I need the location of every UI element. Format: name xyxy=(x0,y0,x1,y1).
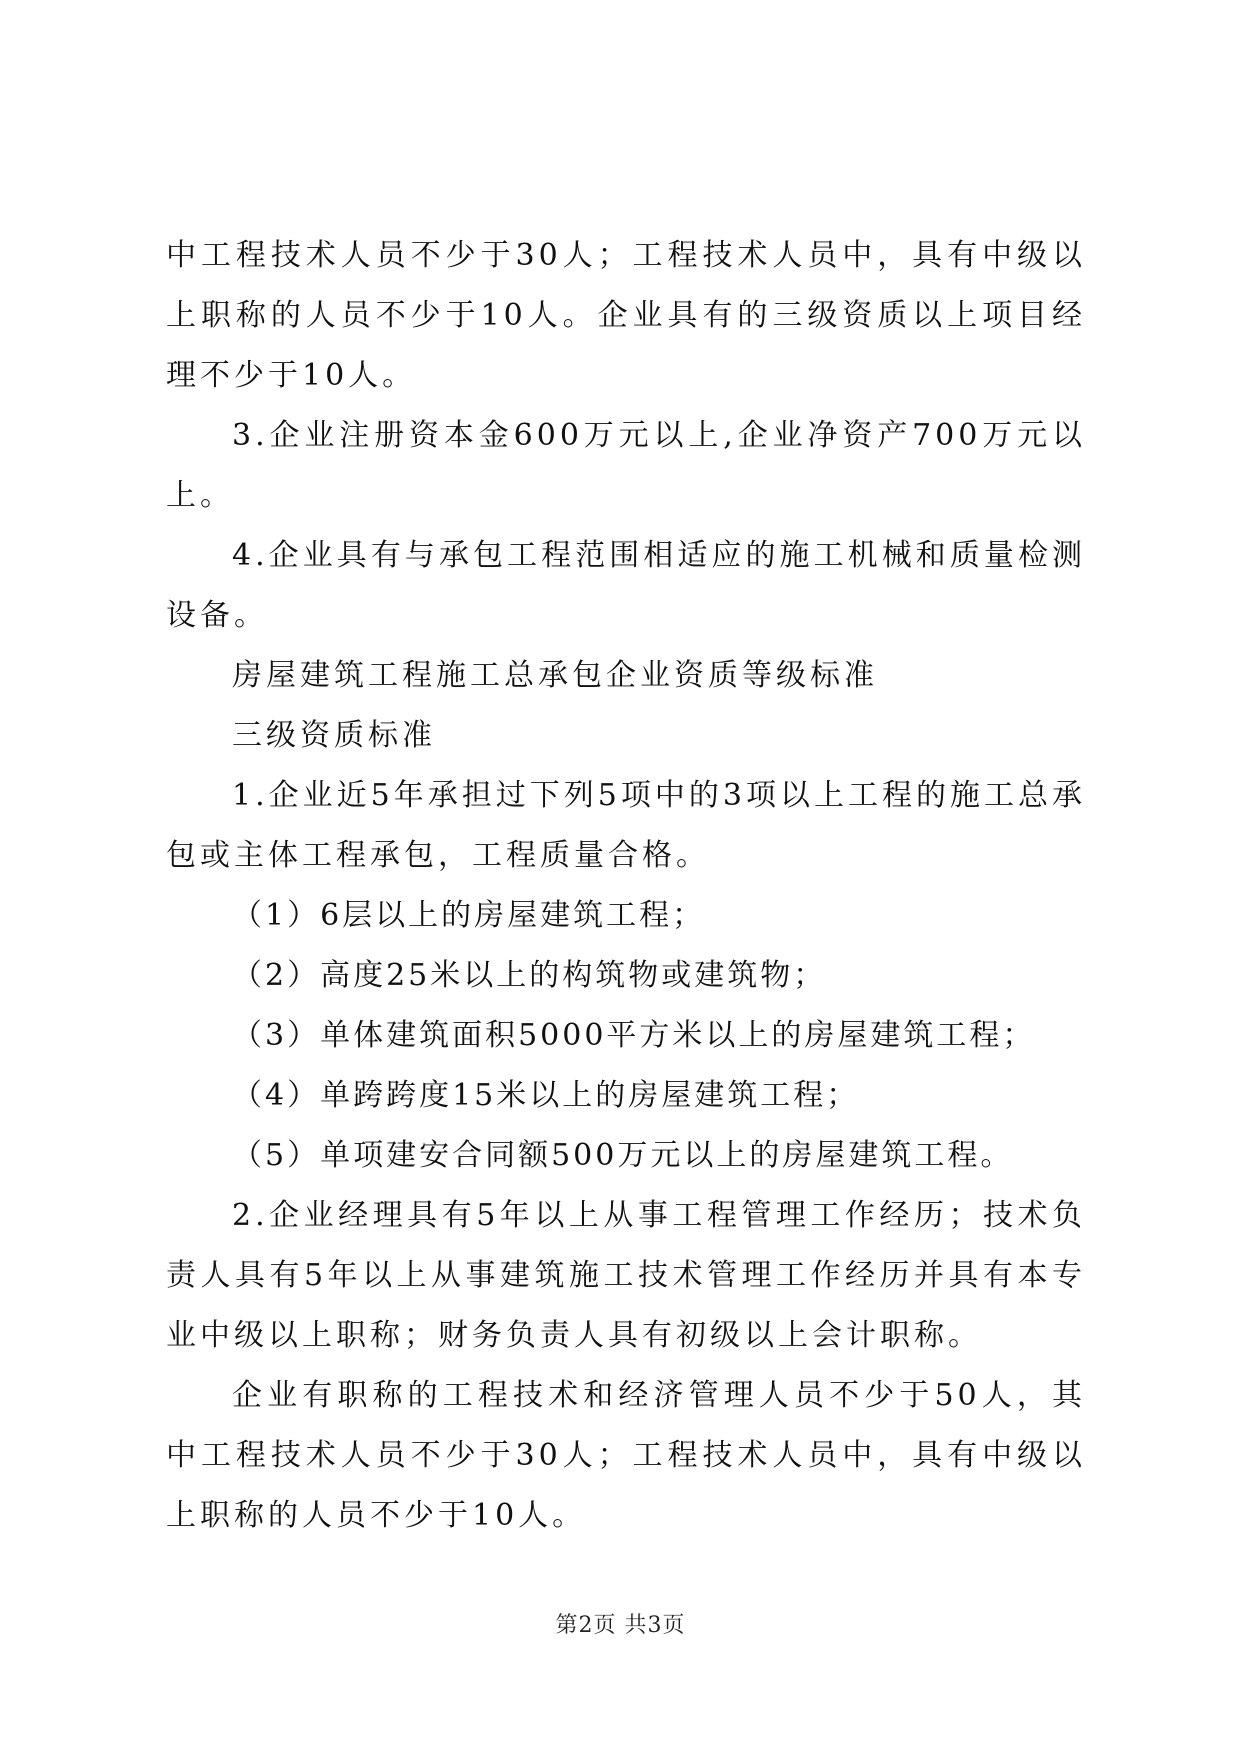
subsection-heading: 三级资质标准 xyxy=(232,718,436,753)
paragraph-item-3: 3.企业注册资本金600万元以上,企业净资产700万元以上。 xyxy=(166,418,1086,513)
paragraph-item-1: 1.企业近5年承担过下列5项中的3项以上工程的施工总承包或主体工程承包，工程质量合格。 xyxy=(166,778,1086,873)
document-body xyxy=(166,226,1086,1546)
list-item: （5）单项建安合同额500万元以上的房屋建筑工程。 xyxy=(232,1138,1014,1173)
section-heading: 房屋建筑工程施工总承包企业资质等级标准 xyxy=(232,658,878,693)
paragraph-continued: 中工程技术人员不少于30人；工程技术人员中，具有中级以上职称的人员不少于10人。企业具有的三级资质以上项目经理不少于10人。 xyxy=(166,238,1086,393)
list-item: （2）高度25米以上的构筑物或建筑物； xyxy=(232,958,827,993)
list-item: （3）单体建筑面积5000平方米以上的房屋建筑工程； xyxy=(232,1018,1036,1053)
list-item: （1）6层以上的房屋建筑工程； xyxy=(232,898,706,933)
paragraph-staff: 企业有职称的工程技术和经济管理人员不少于50人，其中工程技术人员不少于30人；工程技术人员中，具有中级以上职称的人员不少于10人。 xyxy=(166,1378,1086,1533)
list-item: （4）单跨跨度15米以上的房屋建筑工程； xyxy=(232,1078,860,1113)
paragraph-item-2: 2.企业经理具有5年以上从事工程管理工作经历；技术负责人具有5年以上从事建筑施工技术管理工作经历并具有本专业中级以上职称；财务负责人具有初级以上会计职称。 xyxy=(166,1198,1086,1353)
paragraph-item-4: 4.企业具有与承包工程范围相适应的施工机械和质量检测设备。 xyxy=(166,538,1086,633)
page-footer: 第2页 共3页 xyxy=(555,1613,686,1638)
